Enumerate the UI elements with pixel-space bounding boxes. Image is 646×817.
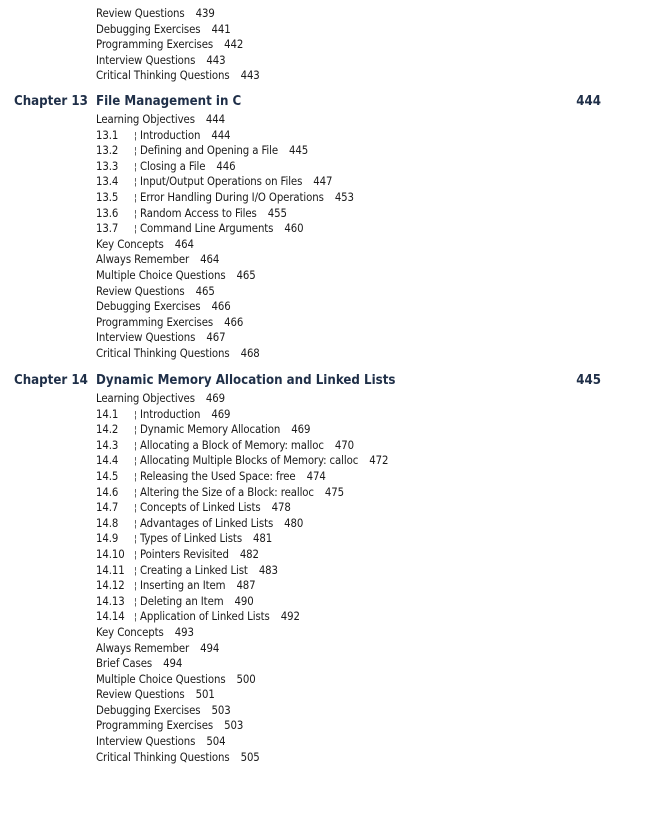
section-number: 14.3 [96, 438, 119, 452]
entry-label: Multiple Choice Questions [96, 672, 226, 686]
toc-entry [0, 174, 646, 190]
entry-label: Multiple Choice Questions [96, 268, 226, 282]
entry-page-number: 503 [211, 703, 231, 717]
toc-entry [0, 143, 646, 159]
toc-entry [0, 453, 646, 469]
toc-entry [0, 422, 646, 438]
entry-label: Dynamic Memory Allocation [140, 423, 281, 437]
entry-label: Debugging Exercises [96, 300, 201, 314]
entry-page-number: 443 [206, 53, 226, 67]
entry-label: Deleting an Item [140, 594, 224, 608]
entry-label: Always Remember [96, 641, 190, 655]
section-number: 13.6 [96, 206, 119, 220]
toc-entry [0, 22, 646, 38]
section-number: 14.9 [96, 532, 119, 546]
entry-label: Learning Objectives [96, 113, 195, 126]
toc-entry [0, 128, 646, 144]
section-number: 14.2 [96, 423, 119, 437]
toc-entry [0, 330, 646, 346]
entry-page-number: 483 [258, 563, 278, 577]
entry-label: Input/Output Operations on Files [140, 175, 303, 189]
entry-page-number: 504 [206, 735, 226, 749]
entry-label: Review Questions [96, 7, 185, 20]
toc-entry [0, 469, 646, 485]
entry-label: Advantages of Linked Lists [140, 516, 274, 530]
entry-page-number: 482 [239, 547, 259, 561]
toc-entry [0, 609, 646, 625]
entry-page-number: 441 [211, 22, 231, 36]
section-number: 13.5 [96, 190, 119, 204]
entry-label: Altering the Size of a Block: realloc [140, 485, 314, 499]
separator-glyph: ¦ [134, 224, 137, 236]
entry-page-number: 442 [224, 38, 244, 52]
section-number: 14.14 [96, 610, 125, 624]
entry-page-number: 466 [211, 300, 231, 314]
separator-glyph: ¦ [134, 177, 137, 189]
chapter-title: File Management in C [96, 94, 242, 109]
toc-entry [0, 315, 646, 331]
chapter-14-heading [0, 371, 646, 391]
entry-label: Programming Exercises [96, 315, 214, 329]
toc-entry [0, 391, 646, 407]
chapter-page-number: 444 [576, 94, 601, 109]
toc-entry [0, 531, 646, 547]
entry-page-number: 446 [216, 159, 236, 173]
entry-page-number: 472 [369, 454, 389, 468]
separator-glyph: ¦ [134, 146, 137, 158]
entry-page-number: 444 [205, 113, 226, 126]
separator-glyph: ¦ [134, 612, 137, 624]
separator-glyph: ¦ [134, 471, 137, 483]
entry-label: Always Remember [96, 253, 190, 267]
toc-entry [0, 407, 646, 423]
entry-label: Programming Exercises [96, 38, 214, 52]
entry-page-number: 466 [224, 315, 244, 329]
toc-entry [0, 734, 646, 750]
toc-entry [0, 6, 646, 22]
entry-label: Releasing the Used Space: free [140, 469, 296, 483]
chapter-13-entries [0, 112, 646, 362]
section-number: 13.1 [96, 128, 119, 142]
section-number: 14.1 [96, 407, 119, 421]
entry-page-number: 501 [195, 688, 215, 702]
toc-entry [0, 284, 646, 300]
entry-label: Inserting an Item [140, 579, 226, 593]
toc-entry [0, 221, 646, 237]
entry-label: Brief Cases [96, 657, 153, 671]
entry-label: Error Handling During I/O Operations [140, 190, 324, 204]
toc-entry [0, 718, 646, 734]
separator-glyph: ¦ [134, 161, 137, 173]
chapter-page-number: 445 [576, 373, 601, 388]
entry-page-number: 468 [240, 346, 260, 360]
toc-entry [0, 578, 646, 594]
entry-page-number: 469 [205, 392, 226, 405]
entry-page-number: 439 [195, 7, 215, 20]
entry-label: Interview Questions [96, 735, 196, 749]
section-number: 13.2 [96, 144, 119, 158]
entry-label: Allocating Multiple Blocks of Memory: calloc [140, 454, 359, 468]
entry-page-number: 493 [174, 625, 194, 639]
toc-entry [0, 687, 646, 703]
section-number: 14.8 [96, 516, 119, 530]
entry-label: Concepts of Linked Lists [140, 501, 261, 515]
separator-glyph: ¦ [134, 518, 137, 530]
chapter-label: Chapter 14 [14, 373, 88, 388]
toc-entry [0, 190, 646, 206]
toc-entry [0, 625, 646, 641]
section-number: 14.11 [96, 563, 125, 577]
section-number: 14.12 [96, 579, 125, 593]
toc-entry [0, 268, 646, 284]
entry-page-number: 474 [306, 469, 326, 483]
entry-label: Key Concepts [96, 625, 164, 639]
section-number: 13.7 [96, 222, 119, 236]
entry-page-number: 480 [284, 516, 304, 530]
toc-entry [0, 703, 646, 719]
entry-page-number: 445 [289, 144, 309, 158]
separator-glyph: ¦ [134, 503, 137, 515]
separator-glyph: ¦ [134, 581, 137, 593]
toc-entry [0, 594, 646, 610]
entry-label: Key Concepts [96, 237, 164, 251]
entry-page-number: 467 [206, 331, 226, 345]
toc-entry [0, 656, 646, 672]
chapter-title: Dynamic Memory Allocation and Linked Lists [96, 373, 396, 388]
section-number: 14.7 [96, 501, 119, 515]
entry-page-number: 494 [163, 657, 183, 671]
entry-label: Review Questions [96, 284, 185, 298]
entry-page-number: 470 [334, 438, 355, 452]
entry-label: Pointers Revisited [140, 547, 229, 561]
entry-page-number: 503 [224, 719, 244, 733]
entry-label: Interview Questions [96, 331, 196, 345]
entry-label: Review Questions [96, 688, 185, 702]
section-number: 14.10 [96, 547, 125, 561]
entry-label: Critical Thinking Questions [96, 750, 230, 764]
section-number: 13.3 [96, 159, 119, 173]
toc-entry [0, 68, 646, 84]
entry-label: Programming Exercises [96, 719, 214, 733]
entry-page-number: 455 [267, 206, 287, 220]
separator-glyph: ¦ [134, 487, 137, 499]
entry-page-number: 490 [234, 594, 254, 608]
toc-entry [0, 237, 646, 253]
entry-page-number: 465 [236, 268, 256, 282]
separator-glyph: ¦ [134, 425, 137, 437]
toc-entry [0, 206, 646, 222]
separator-glyph: ¦ [134, 534, 137, 546]
separator-glyph: ¦ [134, 409, 137, 421]
entry-label: Application of Linked Lists [140, 610, 270, 624]
toc-entry [0, 500, 646, 516]
entry-label: Random Access to Files [140, 206, 257, 220]
separator-glyph: ¦ [134, 596, 137, 608]
separator-glyph: ¦ [134, 565, 137, 577]
separator-glyph: ¦ [134, 192, 137, 204]
entry-label: Debugging Exercises [96, 703, 201, 717]
entry-page-number: 505 [240, 750, 260, 764]
entry-label: Introduction [140, 407, 201, 421]
entry-page-number: 494 [200, 641, 220, 655]
entry-page-number: 453 [334, 190, 354, 204]
entry-label: Command Line Arguments [140, 222, 274, 236]
section-number: 13.4 [96, 175, 119, 189]
entry-page-number: 475 [324, 485, 345, 499]
entry-page-number: 478 [271, 501, 291, 515]
entry-label: Introduction [140, 128, 201, 142]
separator-glyph: ¦ [134, 549, 137, 561]
toc-entry [0, 485, 646, 501]
toc-entry [0, 299, 646, 315]
toc-entry [0, 516, 646, 532]
top-entries [0, 6, 646, 84]
section-number: 14.4 [96, 454, 119, 468]
chapter-13-heading [0, 92, 646, 112]
toc-entry [0, 252, 646, 268]
entry-label: Critical Thinking Questions [96, 346, 230, 360]
section-number: 14.13 [96, 594, 125, 608]
toc-entry [0, 672, 646, 688]
section-number: 14.6 [96, 485, 119, 499]
entry-label: Closing a File [140, 159, 206, 173]
chapter-14-entries [0, 391, 646, 765]
toc-entry [0, 563, 646, 579]
entry-page-number: 500 [236, 672, 256, 686]
chapter-label: Chapter 13 [14, 94, 88, 109]
toc-entry [0, 547, 646, 563]
entry-page-number: 469 [291, 423, 311, 437]
entry-page-number: 464 [174, 237, 194, 251]
entry-page-number: 460 [284, 222, 304, 236]
entry-label: Allocating a Block of Memory: malloc [140, 438, 324, 452]
toc-entry [0, 37, 646, 53]
separator-glyph: ¦ [134, 130, 137, 142]
entry-page-number: 481 [253, 532, 273, 546]
entry-label: Creating a Linked List [140, 563, 248, 577]
entry-page-number: 487 [236, 579, 256, 593]
entry-label: Critical Thinking Questions [96, 69, 230, 83]
entry-label: Debugging Exercises [96, 22, 201, 36]
entry-page-number: 465 [195, 284, 215, 298]
toc-entry [0, 438, 646, 454]
entry-label: Learning Objectives [96, 392, 195, 405]
entry-label: Defining and Opening a File [140, 144, 279, 158]
entry-page-number: 447 [313, 175, 333, 189]
entry-page-number: 464 [200, 253, 220, 267]
entry-page-number: 492 [280, 610, 300, 624]
toc-entry [0, 112, 646, 128]
separator-glyph: ¦ [134, 208, 137, 220]
separator-glyph: ¦ [134, 440, 137, 452]
entry-label: Interview Questions [96, 53, 196, 67]
entry-label: Types of Linked Lists [140, 532, 243, 546]
toc-entry [0, 346, 646, 362]
toc-entry [0, 750, 646, 766]
separator-glyph: ¦ [134, 456, 137, 468]
section-number: 14.5 [96, 469, 119, 483]
toc-entry [0, 641, 646, 657]
entry-page-number: 469 [211, 407, 231, 421]
entry-page-number: 444 [211, 128, 231, 142]
entry-page-number: 443 [240, 69, 260, 83]
toc-entry [0, 159, 646, 175]
toc-entry [0, 53, 646, 69]
